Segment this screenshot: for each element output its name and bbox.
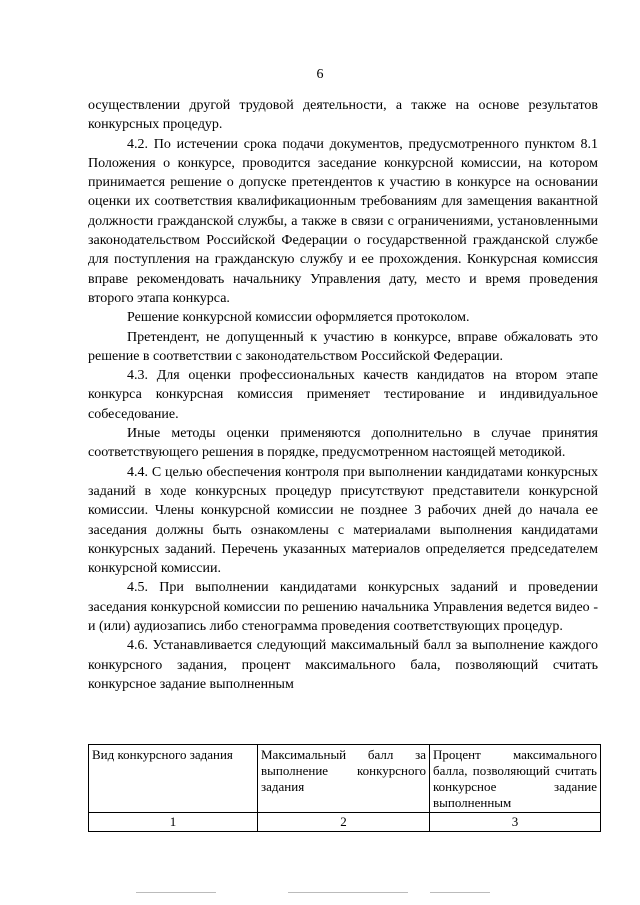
column-number-3: 3: [430, 813, 601, 832]
paragraph-other-methods: Иные методы оценки применяются дополнительно в случае принятия соответствующего решения в порядке, предусмотренном настоящей методикой.: [88, 426, 598, 461]
paragraph-continuation: осуществлении другой трудовой деятельности, а также на основе результатов конкурсных процедур.: [88, 98, 598, 133]
scan-artifacts: [0, 889, 640, 897]
table-number-row: [89, 813, 601, 832]
page-number: 6: [316, 67, 324, 82]
paragraph-appeal: Претендент, не допущенный к участию в конкурсе, вправе обжаловать это решение в соответствии с законодательством Российской Федерации.: [88, 329, 598, 364]
paragraph-4-5: 4.5. При выполнении кандидатами конкурсных заданий и проведении заседания конкурсной комиссии по решению начальника Управления ведется видео - и (или) аудиозапись либо стенограмма проведения соответствующих процедур.: [88, 580, 598, 635]
header-percent: Процент максимального балла, позволяющий считать конкурсное задание выполненным: [430, 745, 601, 813]
column-number-1: 1: [89, 813, 258, 832]
table-header-row: [89, 745, 601, 813]
paragraph-protocol: Решение конкурсной комиссии оформляется протоколом.: [127, 310, 470, 326]
paragraph-4-4: 4.4. С целью обеспечения контроля при выполнении кандидатами конкурсных заданий в ходе конкурсных процедур присутствуют представители конкурсной комиссии. Члены конкурсной комиссии не позднее 3 рабочих дней до начала ее заседания должны быть ознакомлены с материалами выполнения кандидатами конкурсных заданий. Перечень указанных материалов определяется председателем конкурсной комиссии.: [88, 464, 598, 577]
header-max-score: Максимальный балл за выполнение конкурсного задания: [258, 745, 430, 813]
column-number-2: 2: [258, 813, 430, 832]
paragraph-4-6: 4.6. Устанавливается следующий максимальный балл за выполнение каждого конкурсного задания, процент максимального бала, позволяющий считать конкурсное задание выполненным: [88, 638, 598, 692]
paragraph-4-2: 4.2. По истечении срока подачи документов, предусмотренного пунктом 8.1 Положения о конкурсе, проводится заседание конкурсной комиссии, на котором принимается решение о допуске претендентов к участию в конкурсе на основании оценки их соответствия квалификационным требованиям для замещения вакантной должности гражданской службы, а также в связи с ограничениями, установленными законодательством Российской Федерации о государственной гражданской службе для поступления на гражданскую службу и ее прохождения. Конкурсная комиссия вправе рекомендовать начальнику Управления дату, место и время проведения второго этапа конкурса.: [88, 136, 598, 306]
document-body: [88, 96, 598, 694]
paragraph-4-3: 4.3. Для оценки профессиональных качеств кандидатов на втором этапе конкурса конкурсная комиссия применяет тестирование и индивидуальное собеседование.: [88, 368, 598, 422]
score-table: [88, 744, 601, 832]
header-task-type: Вид конкурсного задания: [89, 745, 258, 813]
